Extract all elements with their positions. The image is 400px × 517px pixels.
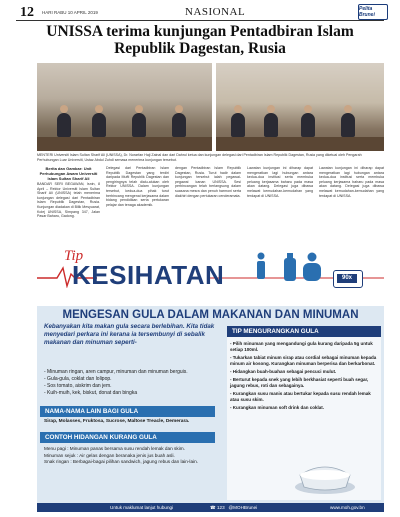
list-item: - Tukarkan tabiat minum sirap atau cordial sebagai minuman kepada minum air kosong. Kurangkan minuman berperisa dan berkarbonat. <box>230 355 377 366</box>
sugar-bowl-icon <box>290 455 360 495</box>
health-intro: Kebanyakan kita makan gula secara berlebihan. Kita tidak menyedari perkara ini kerana ia tersembunyi di sebalik makanan dan minuman seperti- <box>44 323 215 346</box>
menu-examples-list <box>44 446 224 466</box>
article-photo-left <box>37 63 212 151</box>
section-name: NASIONAL <box>185 6 246 18</box>
date-line: HARI RABU 10 APRIL 2019 <box>42 10 98 15</box>
photo-caption: MENTERI Universiti Islam Sultan Sharif Ali (UNISSA), Dr. Norarfan Haji Zainal dan dari Dahrul ketua dan kunjungan delegasi dari Pentadbiran Islam Republik Dagestan, Rusia yang diketuai oleh Pengarah Perhubungan Luar Universiti, Ustaz Abdul Zuhdi semasa menerima kunjungan tersebut. <box>37 153 362 162</box>
tip-label: Tip <box>64 248 84 264</box>
list-item: Snak ringan : Berbagai-bagai pilihan sandwich, jagung rebus dan lain-lain. <box>44 459 199 464</box>
list-item: Minuman sejuk : Air gelas dengan beranaka jenis jus buah asli. <box>44 452 175 458</box>
names-section-title: NAMA-NAMA LAIN BAGI GULA <box>40 406 215 417</box>
pullquote: Berita dan Gambar: Unit Perhubungan Awam Universiti Islam Sultan Sharif Ali <box>39 166 98 181</box>
list-item: - Hidangkan buah-buahan sebagai pencuci mulut. <box>230 369 337 374</box>
tips-list <box>230 341 378 411</box>
person-icon <box>255 252 267 280</box>
footer-phone: ☎ 123 @MOHBrunei <box>210 505 258 510</box>
newspaper-logo: Pelita Brunei <box>358 4 388 20</box>
list-item: - Kuih-muih, kek, biskut, donat dan bingka <box>44 390 138 396</box>
list-item: - Minuman ringan, aren campur, minuman dan minuman berguis. <box>44 369 188 375</box>
header-divider <box>16 20 384 21</box>
social-handle: @MOHBrunei <box>228 505 258 510</box>
sugar-sources-list <box>44 369 224 397</box>
article-headline: UNISSA terima kunjungan Pentadbiran Islam Republik Dagestan, Rusia <box>46 23 354 57</box>
article-column-3: dengan Pentadbiran Islam Republik Dagestan, Rusia. Turut hadir dalam kunjungan tersebut ialah pegawai-pegawai kanan UNISSA. Sesi perbincangan telah berlangsung dalam suasana mesra dan penuh harmoni serta diakhiri dengan pertukaran cenderamata. <box>175 166 241 198</box>
list-item: - Gula-gula, coklat dan lolipop. <box>44 376 112 382</box>
phone-number: 123 <box>217 505 225 510</box>
scale-readout: 90x <box>337 274 357 283</box>
article-column-2: Delegasi dari Pentadbiran Islam Republik Dagestan yang terdiri daripada Mufti Republik Dagestan dan pengiringnya telah dialu-alukan oleh Rektor UNISSA. Dalam kunjungan tersebut, kedua-dua pihak turut berbincang mengenai kerjasama dalam bidang pendidikan serta pertukaran pelajar dan tenaga akademik. <box>106 166 169 207</box>
article-column-4: Lawatan kunjungan ini diharap dapat mengeratkan lagi hubungan antara kedua-dua institusi serta membuka peluang kerjasama baharu pada masa akan datang. Delegasi juga dibawa melawat kemudahan-kemudahan yang terdapat di UNISSA. <box>247 166 313 198</box>
weighing-scale-icon <box>333 270 363 288</box>
banner-title: KESIHATAN <box>72 260 225 290</box>
footer-url: www.moh.gov.bn <box>330 505 365 510</box>
article-column-5: Lawatan kunjungan ini diharap dapat mengeratkan lagi hubungan antara kedua-dua institusi serta membuka peluang kerjasama baharu pada masa akan datang. Delegasi juga dibawa melawat kemudahan-kemudahan yang terdapat di UNISSA. <box>319 166 384 198</box>
list-item: - Berturut kepada snek yang lebih berkhasiat seperti buah segar, jagung rebus, roti dan sebagainya. <box>230 377 369 388</box>
article-photo-right <box>216 63 384 151</box>
health-main-title: MENGESAN GULA DALAM MAKANAN DAN MINUMAN <box>62 309 359 321</box>
examples-section-title: CONTOH HIDANGAN KURANG GULA <box>40 432 215 443</box>
footer-text: Untuk maklumat lanjut hubungi <box>110 505 174 510</box>
names-text: Sirap, Molasses, Fruktosa, Sucrose, Maltose Treacle, Demerara. <box>44 419 190 424</box>
article-column-1: BANDAR SERI BEGAWAN, Isnin, 8 April – Rektor Universiti Islam Sultan Sharif Ali (UNISSA) telah menerima kunjungan delegasi dari Pentadbiran Islam Republik Dagestan, Rusia. Kunjungan diadakan di Bilik Mesyuarat, Kolej UNISSA, Simpang 347, Jalan Pasar Baharu, Gadong. <box>37 182 100 219</box>
list-item: - Kurangkan susu manis atau bertukar kepada susu rendah lemak atau susu skim. <box>230 391 371 402</box>
large-person-icon <box>302 252 322 282</box>
list-item: - Sos tomato, aiskrim dan jem. <box>44 383 112 389</box>
tips-title: TIP MENGURANGKAN GULA <box>227 326 381 337</box>
list-item: - Pilih minuman yang mengandungi gula kurang daripada 5g untuk setiap 100ml. <box>230 341 373 352</box>
page-number: 12 <box>20 5 34 20</box>
list-item: - Kurangkan minuman soft drink dan coklat. <box>230 405 325 410</box>
bottle-icon <box>282 252 298 282</box>
list-item: Menu pagi : Minuman panas bersama susu rendah lemak dan skim. <box>44 446 185 451</box>
